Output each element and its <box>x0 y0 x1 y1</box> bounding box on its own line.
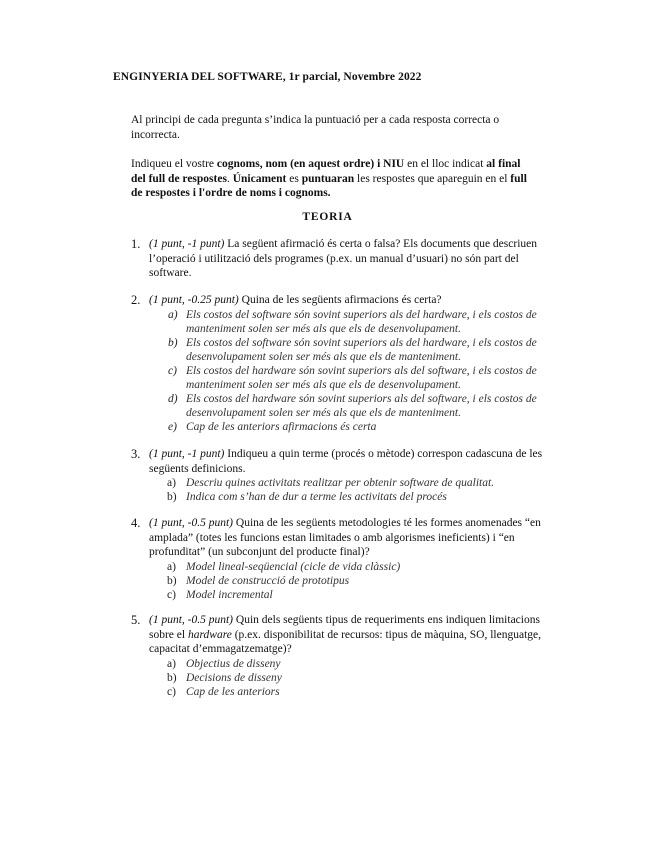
option-a: a) Els costos del software són sovint superiors als del hardware, i els costos de manteniment solen ser més als que els de desenvolupament. <box>168 308 537 335</box>
question-number: 1. <box>131 237 141 251</box>
question-text: (1 punt, -1 punt) La següent afirmació és certa o falsa? Els documents que descriuen l’operació i utilització dels programes (p.ex. un manual d’usuari) no són part del software. <box>149 238 537 279</box>
question-number: 5. <box>131 613 141 627</box>
question-points: (1 punt, -1 punt) <box>149 238 225 250</box>
question-points: (1 punt, -0.5 punt) <box>149 517 234 529</box>
option-e: e) Cap de les anteriors afirmacions és certa <box>168 420 377 433</box>
question-points: (1 punt, -0.25 punt) <box>149 294 239 306</box>
option-a: a) Model lineal-seqüencial (cicle de vida clàssic) <box>167 560 401 573</box>
option-c: c) Cap de les anteriors <box>167 685 280 698</box>
question-number: 3. <box>131 447 141 461</box>
question-number: 4. <box>131 516 141 530</box>
option-b: b) Indica com s’han de dur a terme les activitats del procés <box>167 491 447 503</box>
question-points: (1 punt, -1 punt) <box>149 448 225 460</box>
intro-scoring-note: Al principi de cada pregunta s’indica la puntuació per a cada resposta correcta o incorrecta. <box>131 114 500 141</box>
options-list <box>131 657 546 699</box>
question-3 <box>131 447 546 504</box>
question-1 <box>131 237 546 281</box>
options-list <box>131 560 546 602</box>
option-b: b) Model de construcció de prototipus <box>167 574 350 587</box>
option-b: b) Els costos del software són sovint superiors als del hardware, i els costos de desenvolupament solen ser més als que els de manteniment. <box>168 336 537 363</box>
question-text: (1 punt, -0.5 punt) Quin dels següents tipus de requeriments ens indiquen limitacions sobre el hardware (p.ex. disponibilitat de recursos: tipus de màquina, SO, llenguatge, capacitat d’emmagatzematge)? <box>149 614 542 655</box>
option-a: a) Objectius de disseny <box>167 657 281 670</box>
question-text: (1 punt, -0.25 punt) Quina de les següents afirmacions és certa? <box>149 294 442 306</box>
question-5 <box>131 613 546 699</box>
exam-title: ENGINYERIA DEL SOFTWARE, 1r parcial, Novembre 2022 <box>113 71 422 83</box>
option-d: d) Els costos del hardware són sovint superiors als del software, i els costos de desenvolupament solen ser més als que els de manteniment. <box>168 392 537 419</box>
question-text: (1 punt, -0.5 punt) Quina de les següents metodologies té les formes anomenades “en amplada” (totes les funcions estan limitades o amb algorismes ineficients) i “en profunditat” (un subconjunt del producte final)? <box>149 517 541 558</box>
option-c: c) Model incremental <box>167 588 273 601</box>
question-4 <box>131 516 546 602</box>
options-list <box>131 308 546 434</box>
question-text: (1 punt, -1 punt) Indiqueu a quin terme (procés o mètode) correspon cadascuna de les següents definicions. <box>149 448 543 475</box>
option-c: c) Els costos del hardware són sovint superiors als del software, i els costos de manteniment solen ser més als que els de desenvolupament. <box>168 364 537 391</box>
option-b: b) Decisions de disseny <box>167 671 282 684</box>
question-number: 2. <box>131 293 141 307</box>
question-points: (1 punt, -0.5 punt) <box>149 614 234 626</box>
question-2 <box>131 293 546 434</box>
option-a: a) Descriu quines activitats realitzar per obtenir software de qualitat. <box>167 477 495 489</box>
section-title: TEORIA <box>302 211 353 223</box>
intro-instructions: Indiqueu el vostre cognoms, nom (en aquest ordre) i NIU en el lloc indicat al final del full de respostes. Únicament es puntuaran les respostes que apareguin en el full de respostes i l'ordre de noms i cognoms. <box>131 158 527 199</box>
options-list <box>131 476 546 504</box>
